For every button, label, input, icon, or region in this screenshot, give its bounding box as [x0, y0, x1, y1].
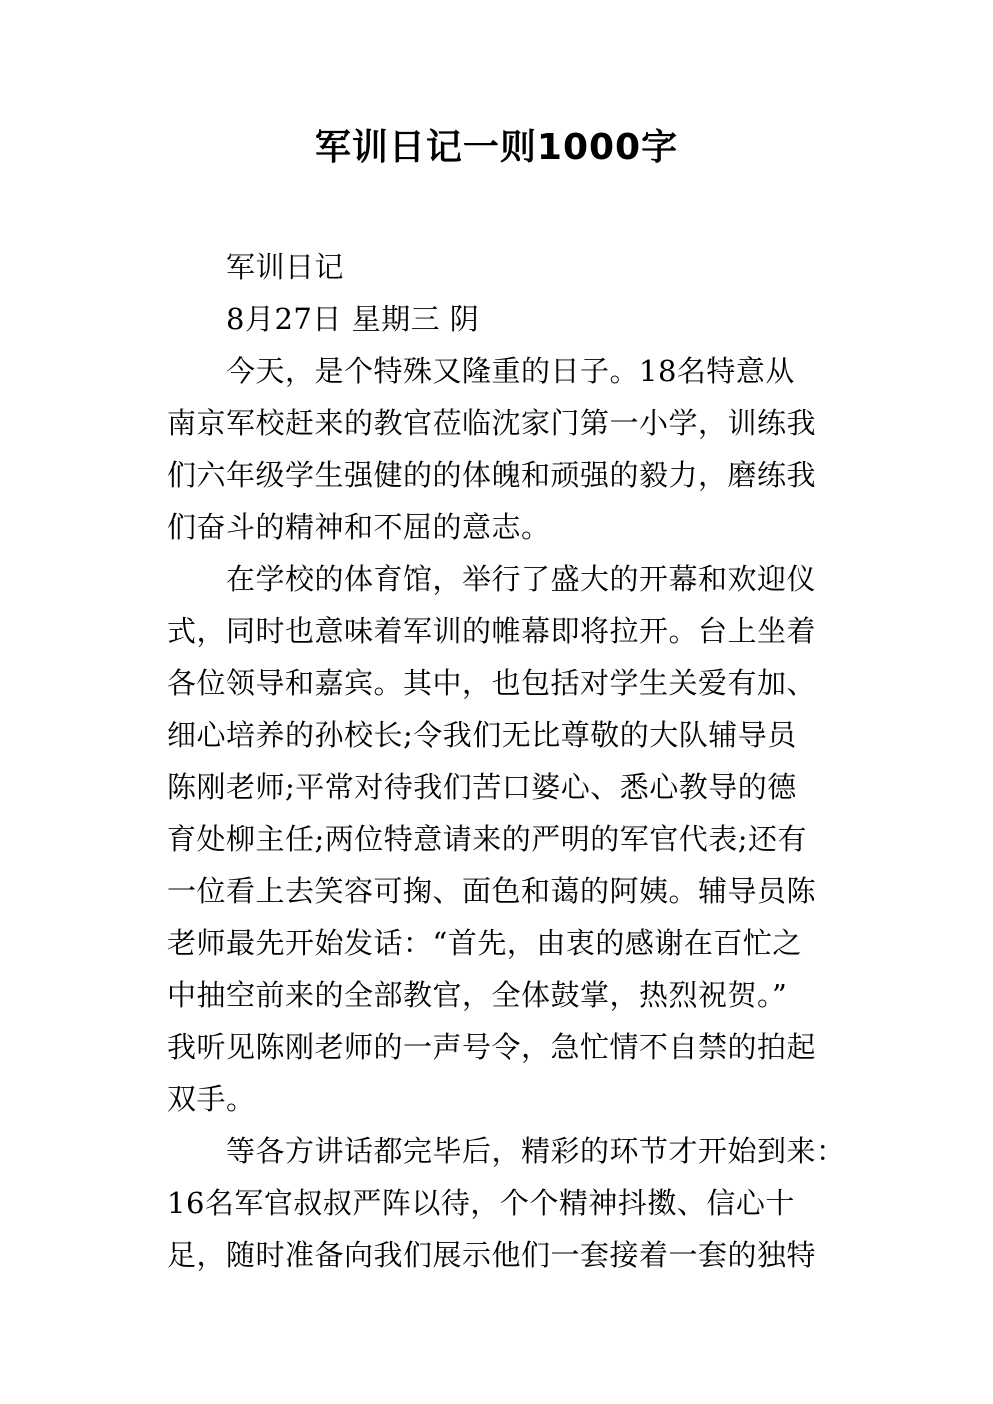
- text-line: 南京军校赶来的教官莅临沈家门第一小学，训练我: [167, 406, 817, 440]
- text-line: 陈刚老师;平常对待我们苦口婆心、悉心教导的德: [167, 770, 797, 804]
- text-line: 在学校的体育馆，举行了盛大的开幕和欢迎仪: [226, 562, 817, 596]
- text-line: 16名军官叔叔严阵以待，个个精神抖擞、信心十: [167, 1186, 795, 1220]
- text-line: 们奋斗的精神和不屈的意志。: [167, 510, 551, 544]
- text-line: 一位看上去笑容可掬、面色和蔼的阿姨。辅导员陈: [167, 874, 817, 908]
- text-line: 我听见陈刚老师的一声号令，急忙情不自禁的拍起: [167, 1030, 817, 1064]
- text-line: 老师最先开始发话：“首先，由衷的感谢在百忙之: [167, 926, 802, 960]
- text-line: 8月27日 星期三 阴: [226, 302, 480, 336]
- document-title: 军训日记一则1000字: [314, 127, 679, 168]
- text-line: 今天，是个特殊又隆重的日子。18名特意从: [226, 354, 795, 388]
- text-line: 军训日记: [226, 250, 345, 284]
- text-line: 们六年级学生强健的的体魄和顽强的毅力，磨练我: [167, 458, 817, 492]
- text-line: 各位领导和嘉宾。其中，也包括对学生关爱有加、: [167, 666, 817, 700]
- text-line: 细心培养的孙校长;令我们无比尊敬的大队辅导员: [167, 718, 797, 752]
- text-line: 中抽空前来的全部教官，全体鼓掌，热烈祝贺。”: [167, 978, 788, 1012]
- text-line: 式，同时也意味着军训的帷幕即将拉开。台上坐着: [167, 614, 817, 648]
- text-line: 双手。: [167, 1082, 256, 1116]
- paragraph: [167, 241, 837, 293]
- paragraph: [167, 1125, 846, 1281]
- document-body: [167, 241, 846, 1281]
- text-line: 等各方讲话都完毕后，精彩的环节才开始到来：: [226, 1134, 846, 1168]
- text-line: 足，随时准备向我们展示他们一套接着一套的独特: [167, 1238, 817, 1272]
- paragraph: [167, 345, 837, 553]
- paragraph: [167, 293, 837, 345]
- text-line: 育处柳主任;两位特意请来的严明的军官代表;还有: [167, 822, 808, 856]
- paragraph: [167, 553, 837, 1125]
